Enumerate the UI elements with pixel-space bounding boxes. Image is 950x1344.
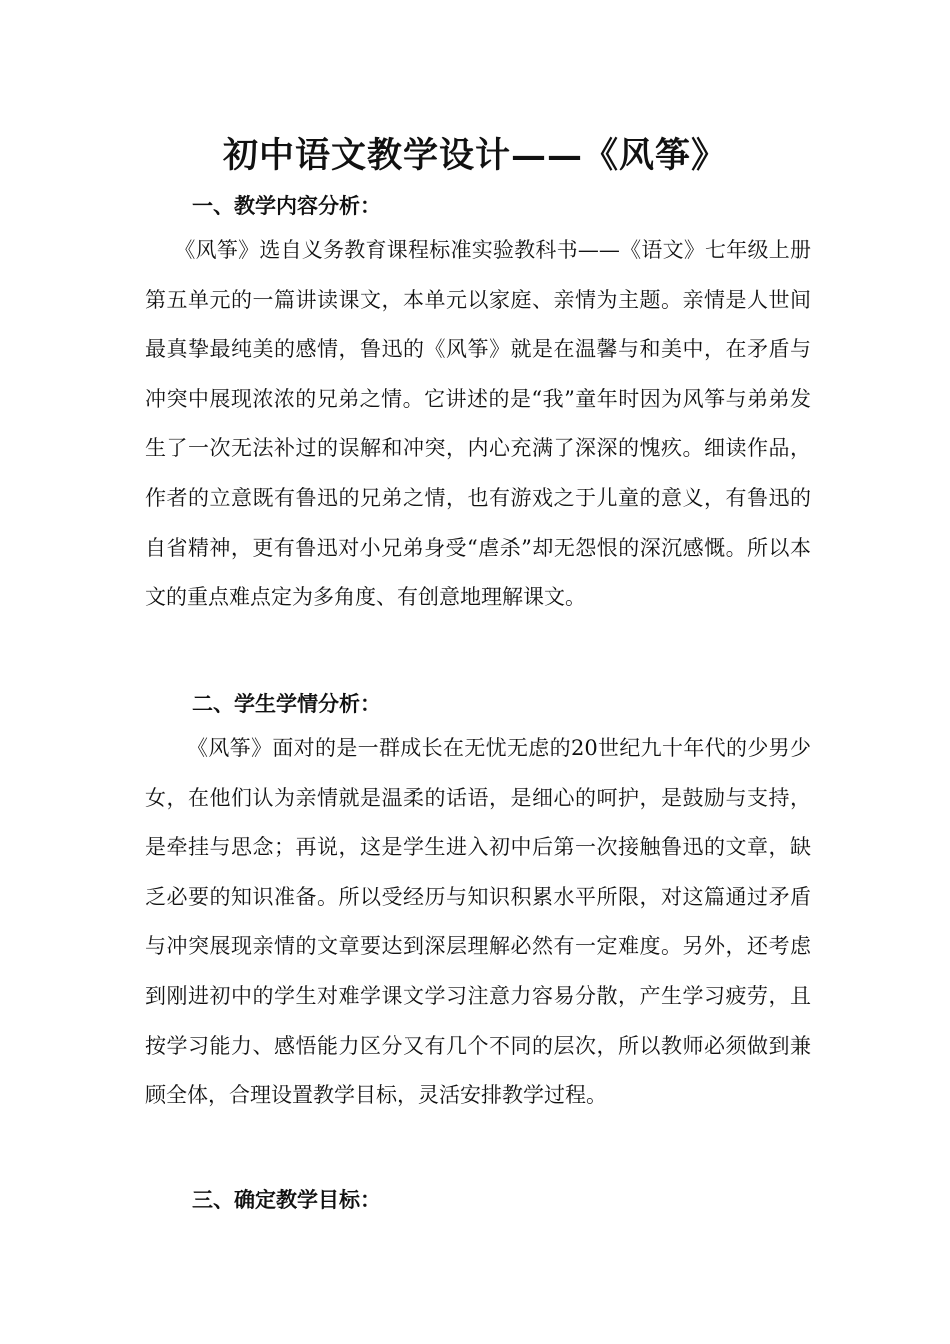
section-heading-student-analysis: 二、学生学情分析： — [192, 692, 381, 716]
section-paragraph-student-analysis: 《风筝》面对的是一群成长在无忧无虑的20世纪九十年代的少男少女，在他们认为亲情就是温柔的话语，是细心的呵护，是鼓励与支持，是牵挂与思念；再说，这是学生进入初中后第一次接触鲁迅的文章，缺乏必要的知识准备。所以受经历与知识积累水平所限，对这篇通过矛盾与冲突展现亲情的文章要达到深层理解必然有一定难度。另外，还考虑到刚进初中的学生对难学课文学习注意力容易分散，产生学习疲劳，且按学习能力、感悟能力区分又有几个不同的层次，所以教师必须做到兼顾全体，合理设置教学目标，灵活安排教学过程。 — [145, 736, 811, 1108]
section-paragraph-content-analysis: 《风筝》选自义务教育课程标准实验教科书——《语文》七年级上册第五单元的一篇讲读课文，本单元以家庭、亲情为主题。亲情是人世间最真挚最纯美的感情，鲁迅的《风筝》就是在温馨与和美中，在矛盾与冲突中展现浓浓的兄弟之情。它讲述的是“我”童年时因为风筝与弟弟发生了一次无法补过的误解和冲突，内心充满了深深的愧疚。细读作品，作者的立意既有鲁迅的兄弟之情，也有游戏之于儿童的意义，有鲁迅的自省精神，更有鲁迅对小兄弟身受“虐杀”却无怨恨的深沉感慨。所以本文的重点难点定为多角度、有创意地理解课文。 — [145, 238, 811, 610]
section-heading-teaching-goals: 三、确定教学目标： — [192, 1188, 381, 1212]
section-heading-content-analysis: 一、教学内容分析： — [192, 194, 381, 218]
document-title: 初中语文教学设计——《风筝》 — [222, 135, 727, 176]
